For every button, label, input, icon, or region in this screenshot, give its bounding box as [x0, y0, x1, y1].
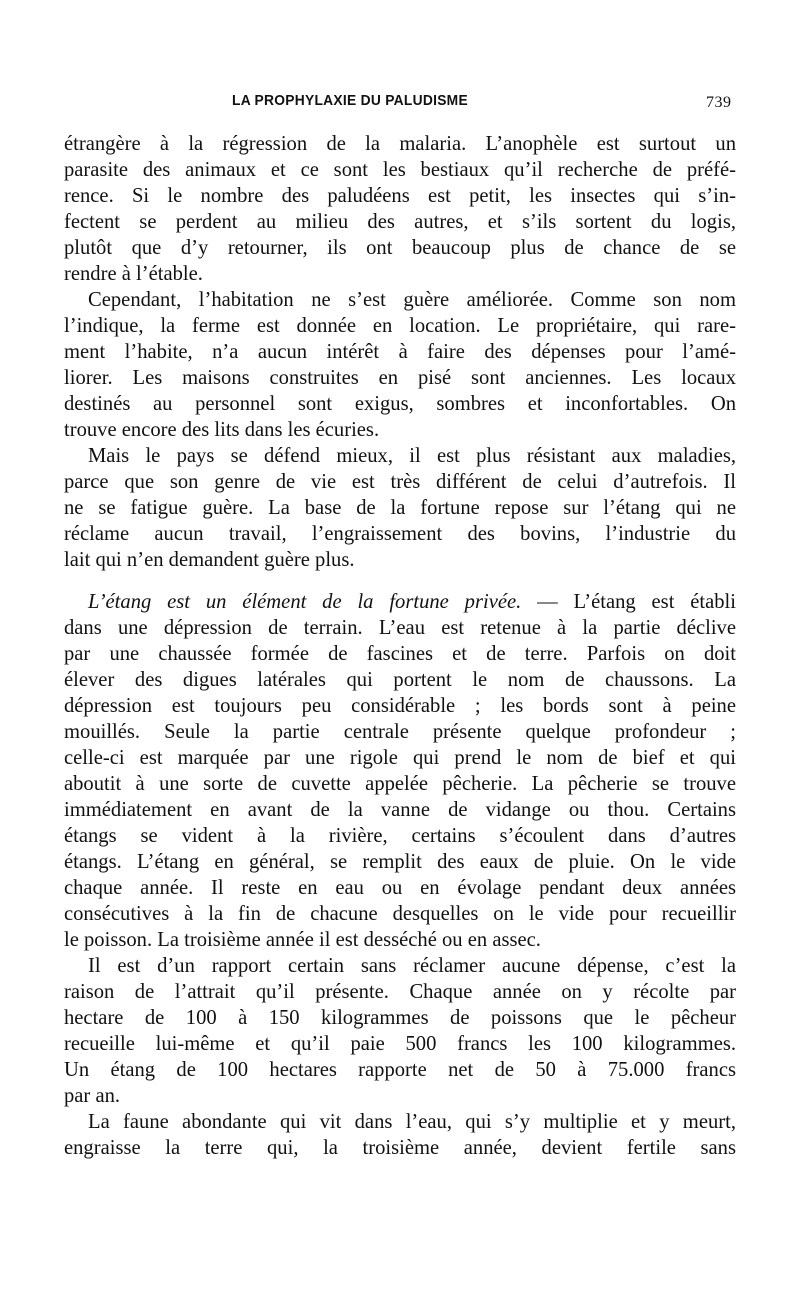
text-line: étangs. L’étang en général, se remplit des eaux de pluie. On le vide [64, 851, 736, 873]
section-heading: L’étang est un élément de la fortune privée. [88, 591, 522, 613]
text-line: immédiatement en avant de la vanne de vidange ou thou. Certains [64, 799, 736, 821]
text-line [64, 589, 736, 615]
section-gap [64, 573, 736, 589]
text-line: ment l’habite, n’a aucun intérêt à faire des dépenses pour l’amé- [64, 341, 736, 363]
running-head [0, 92, 800, 116]
text-run: — L’étang est établi [521, 591, 736, 613]
page-number: 739 [706, 94, 732, 111]
text-line: Un étang de 100 hectares rapporte net de 50 à 75.000 francs [64, 1059, 736, 1081]
text-line: ne se fatigue guère. La base de la fortune repose sur l’étang qui ne [64, 497, 736, 519]
paragraph [64, 287, 736, 443]
text-line: mouillés. Seule la partie centrale présente quelque profondeur ; [64, 721, 736, 743]
text-line: consécutives à la fin de chacune desquelles on le vide pour recueillir [64, 903, 736, 925]
text-line: raison de l’attrait qu’il présente. Chaque année on y récolte par [64, 981, 736, 1003]
paragraph [64, 131, 736, 287]
text-line: trouve encore des lits dans les écuries. [64, 419, 380, 441]
running-title: LA PROPHYLAXIE DU PALUDISME [232, 92, 468, 109]
text-line: Cependant, l’habitation ne s’est guère améliorée. Comme son nom [88, 289, 736, 311]
text-line: chaque année. Il reste en eau ou en évolage pendant deux années [64, 877, 736, 899]
text-line: celle-ci est marquée par une rigole qui prend le nom de bief et qui [64, 747, 736, 769]
text-line: réclame aucun travail, l’engraissement des bovins, l’industrie du [64, 523, 736, 545]
paragraph [64, 1109, 736, 1161]
text-line: par an. [64, 1085, 121, 1107]
text-line: plutôt que d’y retourner, ils ont beaucoup plus de chance de se [64, 237, 736, 259]
text-line: rendre à l’étable. [64, 263, 203, 285]
text-line: le poisson. La troisième année il est desséché ou en assec. [64, 929, 541, 951]
paragraph [64, 443, 736, 573]
paragraph [64, 589, 736, 953]
text-line: parasite des animaux et ce sont les bestiaux qu’il recherche de préfé- [64, 159, 736, 181]
text-line: liorer. Les maisons construites en pisé sont anciennes. Les locaux [64, 367, 736, 389]
text-line: élever des digues latérales qui portent le nom de chaussons. La [64, 669, 736, 691]
text-line: recueille lui-même et qu’il paie 500 francs les 100 kilogrammes. [64, 1033, 736, 1055]
text-line: l’indique, la ferme est donnée en location. Le propriétaire, qui rare- [64, 315, 736, 337]
text-line: aboutit à une sorte de cuvette appelée pêcherie. La pêcherie se trouve [64, 773, 736, 795]
text-line: Il est d’un rapport certain sans réclamer aucune dépense, c’est la [88, 955, 736, 977]
text-line: hectare de 100 à 150 kilogrammes de poissons que le pêcheur [64, 1007, 736, 1029]
body-text [64, 131, 736, 1161]
text-line: lait qui n’en demandent guère plus. [64, 549, 355, 571]
text-line: engraisse la terre qui, la troisième année, devient fertile sans [64, 1137, 736, 1159]
text-line: La faune abondante qui vit dans l’eau, qui s’y multiplie et y meurt, [88, 1111, 736, 1133]
text-line: parce que son genre de vie est très différent de celui d’autrefois. Il [64, 471, 736, 493]
text-line: Mais le pays se défend mieux, il est plus résistant aux maladies, [88, 445, 736, 467]
text-line: destinés au personnel sont exigus, sombres et inconfortables. On [64, 393, 736, 415]
text-line: dans une dépression de terrain. L’eau est retenue à la partie déclive [64, 617, 736, 639]
text-line: rence. Si le nombre des paludéens est petit, les insectes qui s’in- [64, 185, 736, 207]
paragraph [64, 953, 736, 1109]
text-line: étrangère à la régression de la malaria. L’anophèle est surtout un [64, 133, 736, 155]
text-line: étangs se vident à la rivière, certains s’écoulent dans d’autres [64, 825, 736, 847]
text-line: par une chaussée formée de fascines et de terre. Parfois on doit [64, 643, 736, 665]
text-line: dépression est toujours peu considérable ; les bords sont à peine [64, 695, 736, 717]
text-line: fectent se perdent au milieu des autres, et s’ils sortent du logis, [64, 211, 736, 233]
